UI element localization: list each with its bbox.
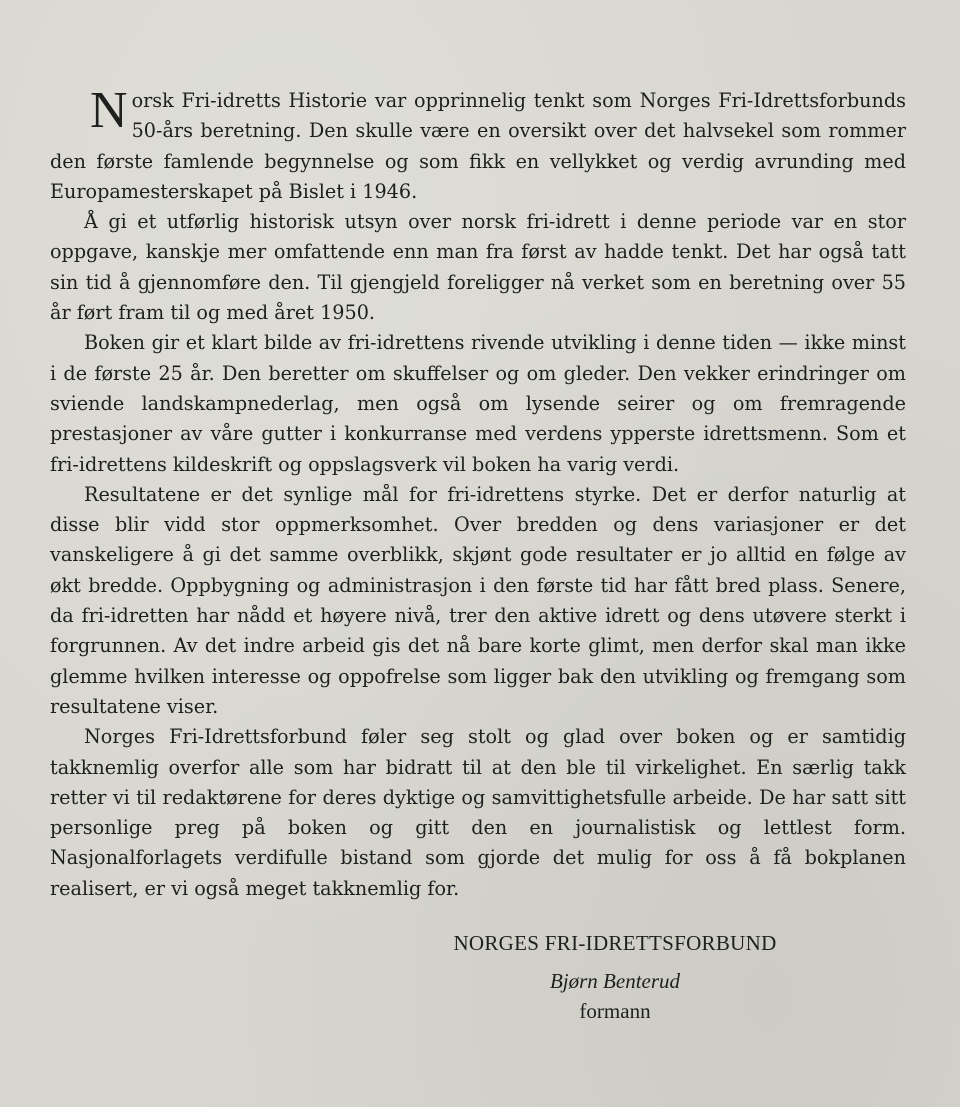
signer-name: Bjørn Benterud	[549, 969, 681, 993]
paragraph-1-text: orsk Fri-idretts Historie var opprinnelig tenkt som Norges Fri-Idrettsforbunds 50-års beretning. Den skulle være en oversikt over det halvsekel som rommer den første famlende begynnelse og som fikk en vellykket og verdig avrunding med Europamesterskapet på Bislet i 1946.	[50, 89, 906, 203]
drop-cap: N	[90, 82, 128, 139]
paragraph-4: Resultatene er det synlige mål for fri-idrettens styrke. Det er derfor naturlig at disse blir vidd stor oppmerksomhet. Over bredden og dens variasjoner er det vanskeligere å gi det samme overblikk, skjønt gode resultater er jo alltid en følge av økt bredde. Oppbygning og administrasjon i den første tid har fått bred plass. Senere, da fri-idretten har nådd et høyere nivå, trer den aktive idrett og dens utøvere sterkt i forgrunnen. Av det indre arbeid gis det nå bare korte glimt, men derfor skal man ikke glemme hvilken interesse og oppofrelse som ligger bak den utvikling og fremgang som resultatene viser.	[50, 482, 906, 718]
paragraph-2: Å gi et utførlig historisk utsyn over norsk fri-idrett i denne periode var en stor oppgave, kanskje mer omfattende enn man fra først av hadde tenkt. Det har også tatt sin tid å gjennomføre den. Til gjengjeld foreligger nå verket som en beretning over 55 år ført fram til og med året 1950.	[50, 210, 906, 325]
paragraph-5: Norges Fri-Idrettsforbund føler seg stolt og glad over boken og er samtidig takknemlig overfor alle som har bidratt til at den ble til virkelighet. En særlig takk retter vi til redaktørene for deres dyktige og samvittighetsfulle arbeide. De har satt sitt personlige preg på boken og gitt den en journalistisk og lettlest form. Nasjonalforlagets verdifulle bistand som gjorde det mulig for oss å få bokplanen realisert, er vi også meget takknemlig for.	[50, 725, 906, 900]
paragraph-1	[50, 82, 906, 207]
signature-block	[420, 928, 840, 1026]
paragraph-3: Boken gir et klart bilde av fri-idrettens rivende utvikling i denne tiden — ikke minst i de første 25 år. Den beretter om skuffelser og om gleder. Den vekker erindringer om sviende landskampnederlag, men også om lysende seirer og om fremragende prestasjoner av våre gutter i konkurranse med verdens ypperste idrettsmenn. Som et fri-idrettens kildeskrift og oppslagsverk vil boken ha varig verdi.	[50, 331, 906, 476]
signer-role: formann	[579, 999, 651, 1023]
body-text	[50, 82, 906, 904]
organization-name: NORGES FRI-IDRETTSFORBUND	[453, 931, 777, 955]
